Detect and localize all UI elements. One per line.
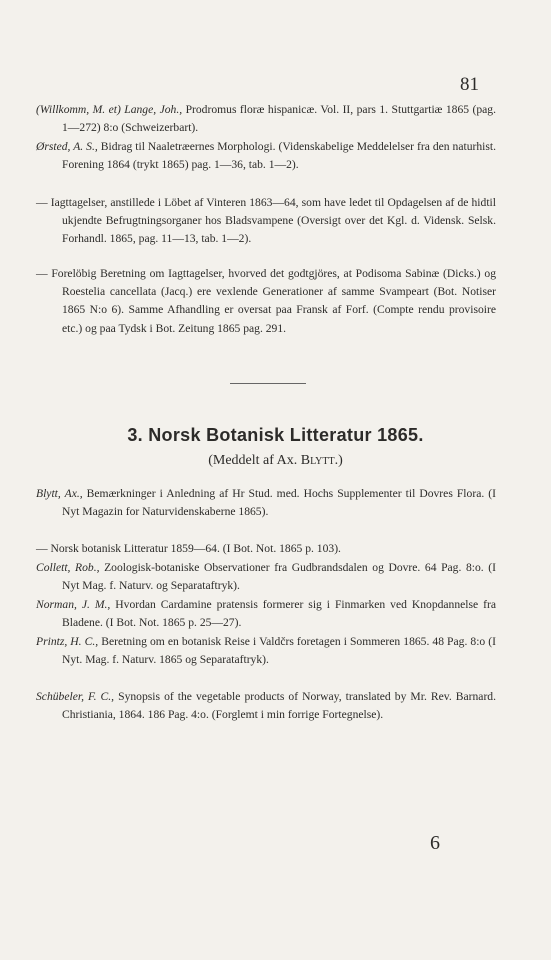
bib-text: Bidrag til Naaletræernes Morphologi. (Videnskabelige Meddelelser fra den naturhist. Forening 1864 (trykt 1865) pag. 1—36, tab. 1—2). — [62, 140, 497, 172]
bib-entry — [36, 138, 496, 174]
bib-author: — — [36, 196, 48, 209]
bib-text: Zoologisk-botaniske Observationer fra Gudbrandsdalen og Dovre. 64 Pag. 8:o. (I Nyt Mag. f. Naturv. og Separataftryk). — [62, 561, 496, 593]
bib-author: Norman, J. M., — [36, 598, 111, 611]
bib-text: Iagttagelser, anstillede i Löbet af Vinteren 1863—64, som have ledet til Opdagelsen af de hidtil ukjendte Befrugtningsorganer hos Bladsvampene (Oversigt over det Kgl. d. Vidensk. Selsk. Forhandl. 1865, pag. 11—13, tab. 1—2). — [47, 196, 496, 246]
bib-text: Norsk botanisk Litteratur 1859—64. (I Bot. Not. 1865 p. 103). — [47, 542, 341, 555]
bib-entry — [36, 540, 496, 558]
bib-entry — [36, 688, 496, 724]
page-number: 81 — [460, 74, 479, 95]
bib-author: (Willkomm, M. et) Lange, Joh., — [36, 103, 183, 116]
bib-text: Beretning om en botanisk Reise i Valdčrs foretagen i Sommeren 1865. 48 Pag. 8:o (I Nyt. Mag. f. Naturv. 1865 og Separataftryk). — [62, 635, 496, 667]
bib-author: — — [36, 267, 48, 280]
bib-author: Collett, Rob., — [36, 561, 100, 574]
bib-entry — [36, 265, 496, 338]
subheading-name: Blytt — [300, 453, 335, 468]
section-divider — [230, 383, 306, 384]
bib-entry — [36, 485, 496, 521]
bib-entry — [36, 596, 496, 632]
bib-entry — [36, 559, 496, 595]
bib-author: Printz, H. C., — [36, 635, 99, 648]
signature-mark: 6 — [430, 832, 440, 854]
bib-author: Ørsted, A. S., — [36, 140, 98, 153]
bib-text: Bemærkninger i Anledning af Hr Stud. med. Hochs Supplementer til Dovres Flora. (I Nyt Magazin for Naturvidenskaberne 1865). — [62, 487, 496, 519]
bib-author: Blytt, Ax., — [36, 487, 83, 500]
subheading-prefix: (Meddelt af Ax. — [208, 453, 301, 468]
bib-text: Forelöbig Beretning om Iagttagelser, hvorved det godtgjöres, at Podisoma Sabinæ (Dicks.) og Roestelia cancellata (Jacq.) ere vexlende Generationer af samme Svampeart (Bot. Notiser 1865 N:o 6). Samme Afhandling er oversat paa Fransk af Forf. (Compte rendu provisoire etc.) og paa Tydsk i Bot. Zeitung 1865 pag. 291. — [47, 267, 496, 335]
bib-text: Prodromus floræ hispanicæ. Vol. II, pars 1. Stuttgartiæ 1865 (pag. 1—272) 8:o (Schweizerbart). — [62, 103, 496, 135]
bib-entry — [36, 633, 496, 669]
bib-entry — [36, 101, 496, 137]
bib-author: Schübeler, F. C., — [36, 690, 115, 703]
bib-entry — [36, 194, 496, 249]
bib-text: Synopsis of the vegetable products of Norway, translated by Mr. Rev. Barnard. Christiania, 1864. 186 Pag. 4:o. (Forglemt i min forrige Fortegnelse). — [62, 690, 496, 722]
section-heading: 3. Norsk Botanisk Litteratur 1865. — [127, 425, 424, 445]
bib-text: Hvordan Cardamine pratensis formerer sig i Finmarken ved Knopdannelse fra Bladene. (I Bot. Not. 1865 p. 25—27). — [62, 598, 497, 630]
section-subheading — [0, 453, 551, 469]
subheading-suffix: .) — [334, 453, 343, 468]
bib-author: — — [36, 542, 48, 555]
